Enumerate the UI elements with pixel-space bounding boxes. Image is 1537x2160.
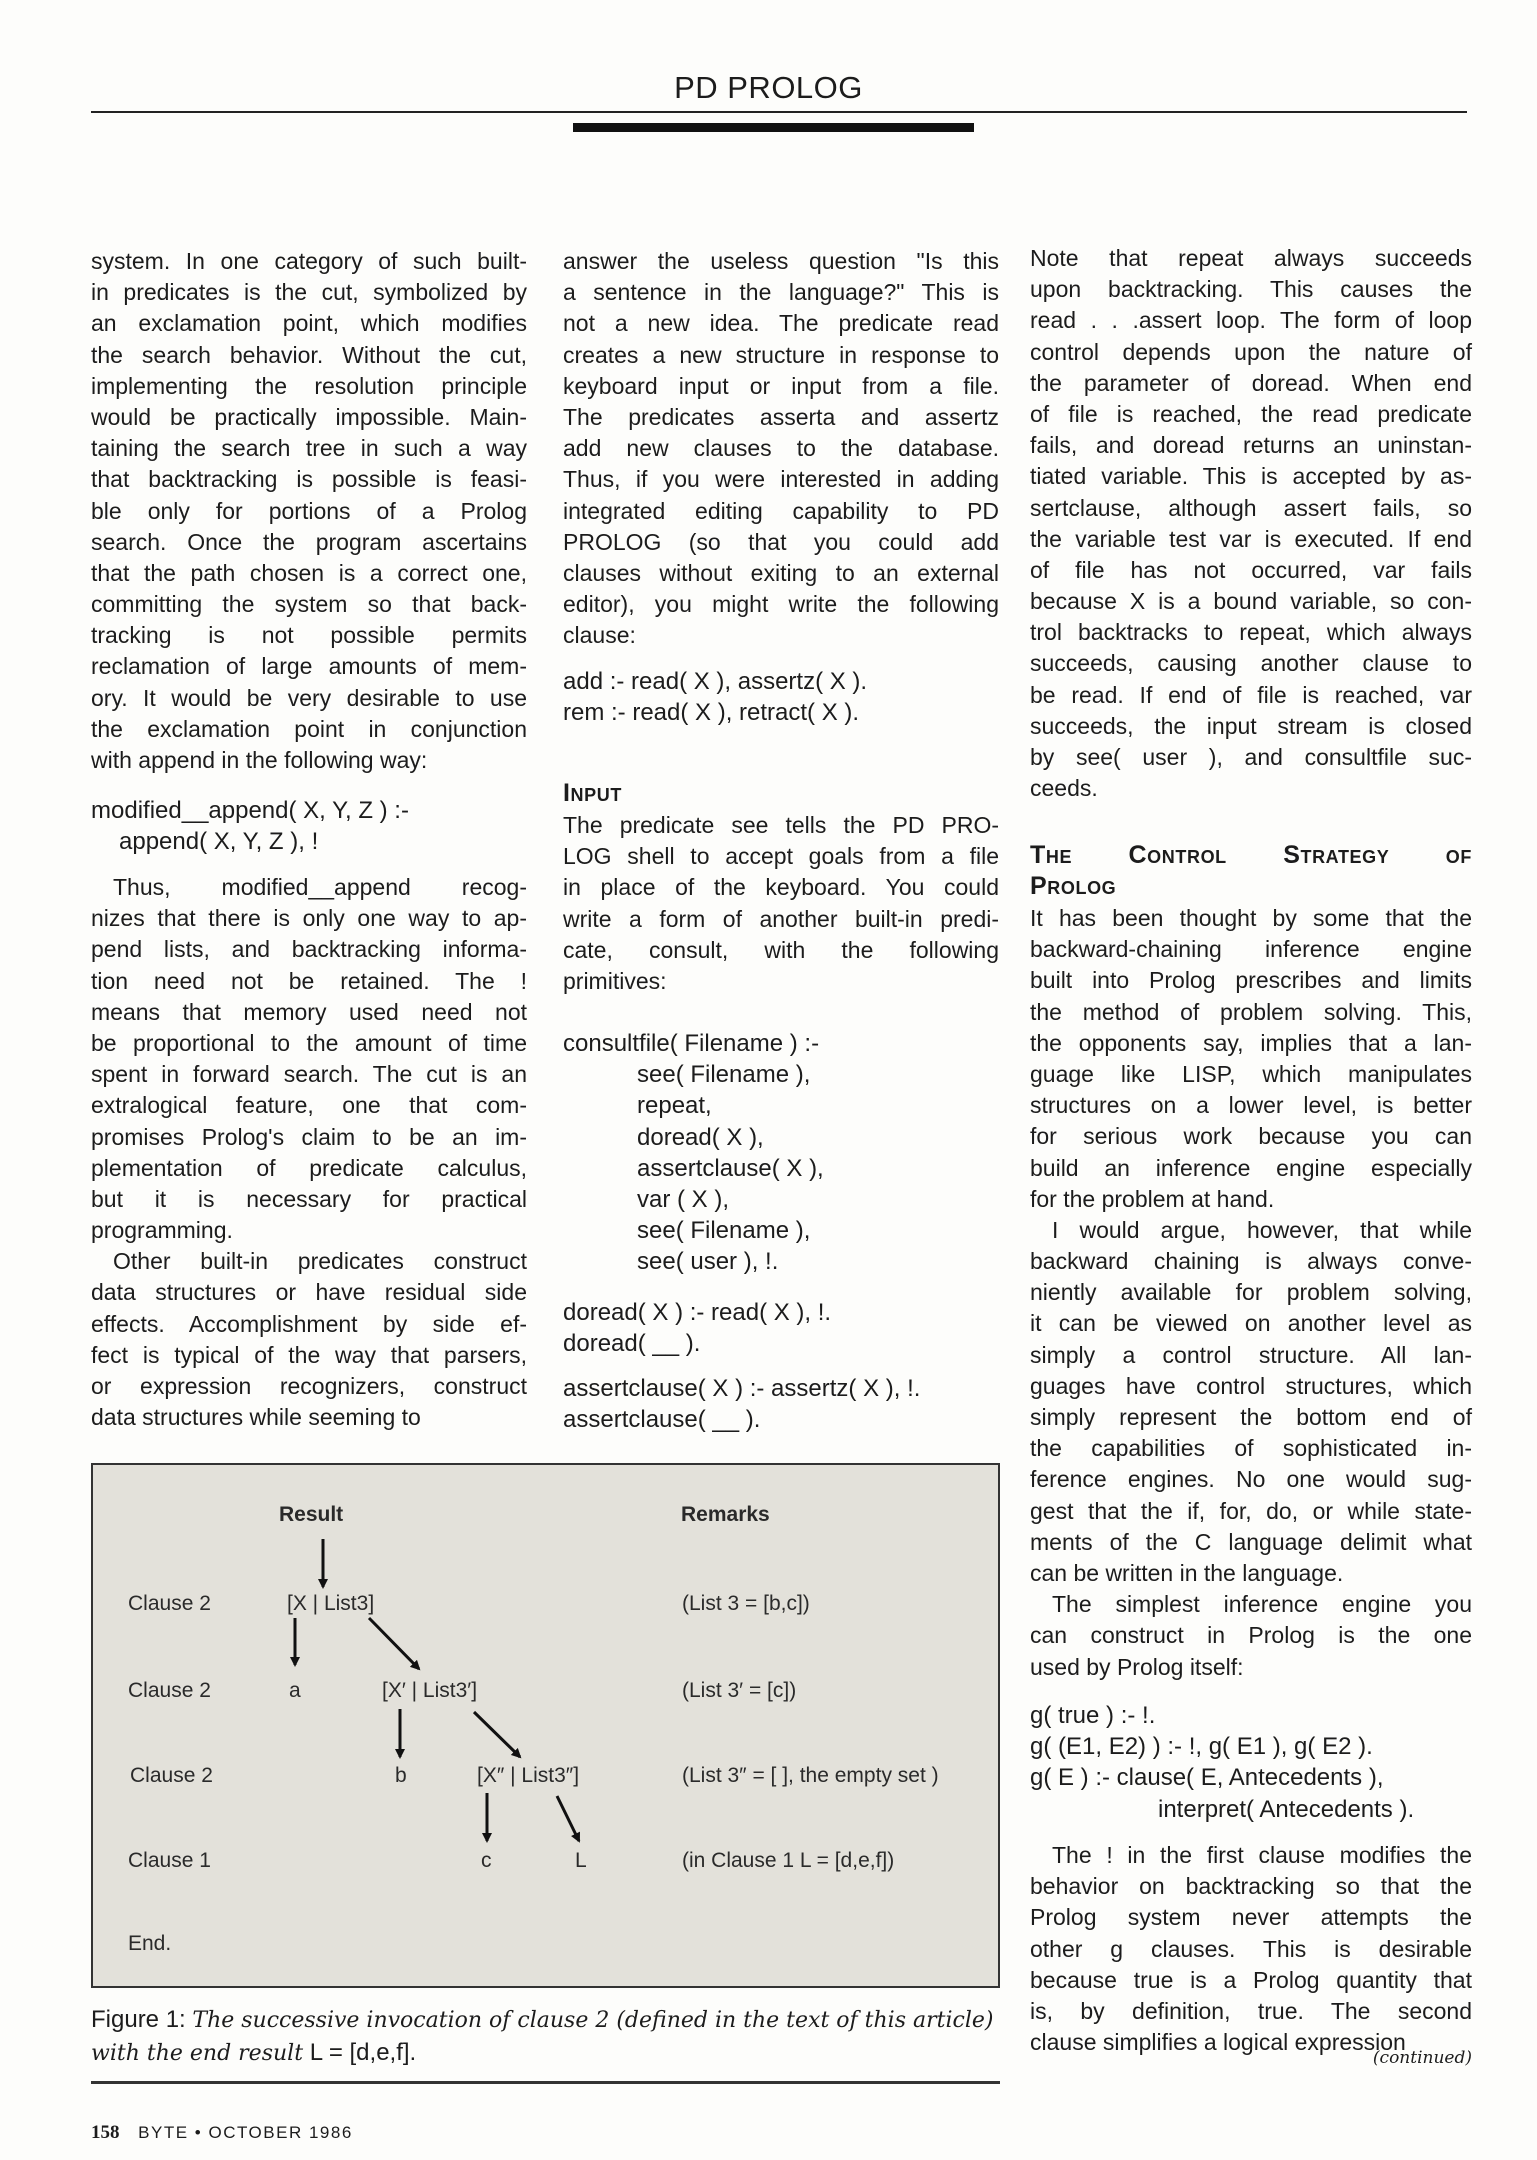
row-label: Clause 2 [128, 1592, 211, 1615]
text-line: be proportional to the amount of time [91, 1029, 527, 1056]
text-line: because X is a bound variable, so con- [1030, 588, 1472, 615]
text-line: extralogical feature, one that com- [91, 1092, 527, 1119]
text-line: Thus, if you were interested in adding [563, 466, 999, 493]
text-line: The predicate see tells the PD PRO- [563, 812, 999, 838]
code-assertclause [563, 1373, 999, 1435]
text-line: niently available for problem solving, [1030, 1279, 1472, 1306]
text-line: see( user ), !. [637, 1248, 779, 1276]
text-line: primitives: [563, 967, 667, 994]
text-line: other g clauses. This is desirable [1030, 1935, 1472, 1962]
text-line: guages have control structures, which [1030, 1372, 1472, 1399]
text-line: assertclause( X ), [637, 1154, 824, 1182]
paragraph [1030, 1589, 1472, 1683]
text-line: The ! in the first clause modifies the [1052, 1842, 1472, 1868]
header-rule [91, 111, 1467, 113]
text-line: implementing the resolution principle [91, 372, 527, 399]
code-consultfile [563, 1028, 999, 1278]
text-line: add :- read( X ), assertz( X ). [563, 668, 868, 695]
text-line: Thus, modified__append recog- [113, 874, 527, 900]
text-line: clause simplifies a logical expression [1030, 2029, 1406, 2056]
code-add-rem [563, 666, 999, 728]
text-line: in place of the keyboard. You could [563, 874, 999, 901]
continued-note: (continued) [1372, 2048, 1472, 2068]
text-line: but it is necessary for practical [91, 1185, 527, 1212]
text-line: plementation of predicate calculus, [91, 1154, 527, 1181]
text-line: creates a new structure in response to [563, 341, 999, 368]
text-line: doread( X ) :- read( X ), !. [563, 1299, 832, 1326]
text-line: can construct in Prolog is the one [1030, 1622, 1472, 1649]
arrows-layer [93, 1465, 1002, 1990]
text-line: used by Prolog itself: [1030, 1653, 1244, 1680]
text-line: behavior on backtracking so that the [1030, 1873, 1472, 1900]
text-line: cate, consult, with the following [563, 936, 999, 963]
node-a: a [289, 1679, 301, 1702]
text-line: editor), you might write the following [563, 591, 999, 618]
text-line: search. Once the program ascertains [91, 528, 527, 555]
node-x-prime-list3-prime: [X′ | List3′] [382, 1679, 478, 1702]
node-L: L [575, 1849, 587, 1872]
row-label: Clause 2 [130, 1764, 213, 1787]
text-line: with append in the following way: [91, 747, 428, 773]
code-modified-append [91, 795, 527, 857]
text-line: a sentence in the language?" This is [563, 279, 999, 306]
text-line: means that memory used need not [91, 998, 527, 1025]
text-line: tiated variable. This is accepted by as- [1030, 463, 1472, 490]
header-bar [573, 123, 974, 132]
text-line: write a form of another built-in predi- [563, 905, 999, 932]
text-line: can be written in the language. [1030, 1559, 1344, 1586]
figure-1-diagram [91, 1463, 1000, 1988]
arrow-diagonal [369, 1618, 419, 1669]
text-line: programming. [91, 1217, 233, 1244]
paragraph [91, 246, 527, 776]
page-number: 158 [91, 2122, 120, 2143]
text-line: interpret( Antecedents ). [1158, 1795, 1415, 1823]
text-line: the variable test var is executed. If end [1030, 525, 1472, 552]
text-line: the search behavior. Without the cut, [91, 341, 527, 368]
text-line: repeat, [637, 1092, 712, 1120]
text-line: LOG shell to accept goals from a file [563, 843, 999, 870]
text-line: for serious work because you can [1030, 1123, 1472, 1150]
text-line: PROLOG (so that you could add [563, 528, 999, 555]
text-line: data structures or have residual side [91, 1279, 527, 1306]
text-line: doread( __ ). [563, 1330, 701, 1358]
publication-info: BYTE • OCTOBER 1986 [138, 2123, 353, 2142]
row-label: Clause 1 [128, 1849, 211, 1872]
paragraph [1030, 1840, 1472, 2058]
text-line: rem :- read( X ), retract( X ). [563, 699, 860, 727]
text-line: that the path chosen is a correct one, [91, 559, 527, 586]
text-line: tracking is not possible permits [91, 622, 527, 649]
paragraph [91, 1246, 527, 1433]
text-line: The predicates asserta and assertz [563, 403, 999, 430]
text-line: add new clauses to the database. [563, 435, 999, 462]
text-line: I would argue, however, that while [1052, 1216, 1472, 1243]
text-line: ceeds. [1030, 775, 1098, 802]
node-x-list3: [X | List3] [287, 1592, 375, 1615]
text-line: structures on a lower level, is better [1030, 1092, 1472, 1119]
text-line: append( X, Y, Z ), ! [119, 828, 319, 856]
text-line: promises Prolog's claim to be an im- [91, 1123, 527, 1150]
text-line: tion need not be retained. The ! [91, 967, 527, 994]
caption-label: Figure 1: [91, 2006, 186, 2033]
text-line: ble only for portions of a Prolog [91, 497, 527, 524]
text-line: or expression recognizers, construct [91, 1373, 527, 1399]
text-line: gest that the if, for, do, or while state- [1030, 1497, 1472, 1524]
text-line: of file is reached, the read predicate [1030, 400, 1472, 427]
row-remark: (List 3″ = [ ], the empty set ) [682, 1764, 939, 1787]
text-line: system. In one category of such built- [91, 248, 527, 274]
text-line: backward chaining is always conve- [1030, 1248, 1472, 1275]
row-remark: (List 3 = [b,c]) [682, 1592, 810, 1615]
col3-para-2 [1030, 903, 1472, 1683]
text-line: for the problem at hand. [1030, 1185, 1275, 1212]
paragraph [1030, 1215, 1472, 1589]
text-line: Prolog [1030, 872, 1117, 901]
text-line: the capabilities of sophisticated in- [1030, 1435, 1472, 1462]
text-line: data structures while seeming to [91, 1404, 421, 1431]
paragraph [563, 246, 999, 651]
section-heading-input: Input [563, 779, 622, 807]
col2-para-1 [563, 246, 999, 651]
text-line: simply represent the bottom end of [1030, 1404, 1472, 1430]
text-line: answer the useless question "Is this [563, 248, 999, 274]
column-header-result: Result [279, 1503, 344, 1526]
text-line: the method of problem solving. This, [1030, 998, 1472, 1025]
paragraph [1030, 903, 1472, 1215]
row-label: End. [128, 1932, 172, 1955]
text-line: it can be viewed on another level as [1030, 1310, 1472, 1337]
text-line: backward-chaining inference engine [1030, 936, 1472, 963]
text-line: g( true ) :- !. [1030, 1702, 1156, 1729]
text-line: g( E ) :- clause( E, Antecedents ), [1030, 1764, 1384, 1792]
paragraph [1030, 243, 1472, 804]
text-line: fect is typical of the way that parsers, [91, 1341, 527, 1368]
node-c: c [481, 1849, 492, 1872]
text-line: be read. If end of file is reached, var [1030, 681, 1472, 708]
text-line: var ( X ), [637, 1185, 730, 1213]
text-line: taining the search tree in such a way [91, 435, 527, 462]
text-line: by see( user ), and consultfile suc- [1030, 744, 1472, 770]
text-line: not a new idea. The predicate read [563, 310, 999, 337]
text-line: succeeds, the input stream is closed [1030, 712, 1472, 739]
text-line: modified__append( X, Y, Z ) :- [91, 797, 409, 824]
text-line: The Control Strategy of [1030, 841, 1472, 869]
text-line: read . . .assert loop. The form of loop [1030, 307, 1472, 334]
caption-text: The successive invocation of clause 2 (defined in the text of this article) with the end result [91, 2008, 994, 2066]
text-line: see( Filename ), [637, 1061, 811, 1089]
text-line: It has been thought by some that the [1030, 905, 1472, 931]
text-line: Prolog system never attempts the [1030, 1904, 1472, 1931]
node-b: b [395, 1764, 407, 1787]
text-line: integrated editing capability to PD [563, 497, 999, 524]
text-line: of file has not occurred, var fails [1030, 556, 1472, 583]
code-inference-engine [1030, 1700, 1472, 1825]
text-line: doread( X ), [637, 1123, 764, 1151]
arrow-diagonal [557, 1796, 579, 1841]
text-line: spent in forward search. The cut is an [91, 1061, 527, 1088]
text-line: control depends upon the nature of [1030, 338, 1472, 365]
row-label: Clause 2 [128, 1679, 211, 1702]
text-line: simply a control structure. All lan- [1030, 1341, 1472, 1368]
text-line: ory. It would be very desirable to use [91, 684, 527, 711]
text-line: succeeds, causing another clause to [1030, 650, 1472, 677]
page-footer [91, 2122, 353, 2144]
footer-rule [91, 2081, 1000, 2084]
text-line: nizes that there is only one way to ap- [91, 905, 527, 932]
col2-para-2 [563, 810, 999, 997]
section-heading-control-strategy [1030, 840, 1472, 902]
column-header-remarks: Remarks [681, 1503, 770, 1526]
text-line: Note that repeat always succeeds [1030, 245, 1472, 271]
col1-para-1 [91, 246, 527, 776]
text-line: sertclause, although assert fails, so [1030, 494, 1472, 521]
node-x-dprime-list3-dprime: [X″ | List3″] [477, 1764, 580, 1787]
text-line: The simplest inference engine you [1052, 1591, 1472, 1618]
text-line: ference engines. No one would sug- [1030, 1466, 1472, 1493]
text-line: assertclause( X ) :- assertz( X ), !. [563, 1375, 921, 1402]
text-line: g( (E1, E2) ) :- !, g( E1 ), g( E2 ). [1030, 1733, 1373, 1761]
text-line: the exclamation point in conjunction [91, 715, 527, 742]
text-line: assertclause( __ ). [563, 1406, 761, 1434]
code-doread [563, 1297, 999, 1359]
text-line: trol backtracks to repeat, which always [1030, 619, 1472, 646]
text-line: because true is a Prolog quantity that [1030, 1966, 1472, 1993]
arrow-diagonal [474, 1712, 520, 1757]
text-line: ments of the C language delimit what [1030, 1528, 1472, 1555]
text-line: would be practically impossible. Main- [91, 403, 527, 430]
text-line: effects. Accomplishment by side ef- [91, 1310, 527, 1337]
text-line: the parameter of doread. When end [1030, 369, 1472, 396]
paragraph [563, 810, 999, 997]
text-line: an exclamation point, which modifies [91, 310, 527, 337]
text-line: upon backtracking. This causes the [1030, 276, 1472, 303]
text-line: pend lists, and backtracking informa- [91, 936, 527, 963]
text-line: Other built-in predicates construct [113, 1248, 527, 1275]
text-line: that backtracking is possible is feasi- [91, 466, 527, 493]
col1-para-2 [91, 872, 527, 1433]
figure-caption [91, 2004, 1000, 2070]
running-header: PD PROLOG [674, 70, 863, 105]
paragraph [91, 872, 527, 1246]
col3-para-1 [1030, 243, 1472, 804]
text-line: built into Prolog prescribes and limits [1030, 967, 1472, 994]
text-line: in predicates is the cut, symbolized by [91, 279, 527, 306]
text-line: fails, and doread returns an uninstan- [1030, 432, 1472, 459]
text-line: clause: [563, 622, 636, 649]
text-line: the opponents say, implies that a lan- [1030, 1029, 1472, 1056]
col3-para-3 [1030, 1840, 1472, 2058]
row-remark: (List 3′ = [c]) [682, 1679, 797, 1702]
text-line: consultfile( Filename ) :- [563, 1030, 820, 1057]
row-remark: (in Clause 1 L = [d,e,f]) [682, 1849, 895, 1872]
text-line: keyboard input or input from a file. [563, 372, 999, 399]
text-line: see( Filename ), [637, 1217, 811, 1245]
text-line: guage like LISP, which manipulates [1030, 1060, 1472, 1087]
text-line: committing the system so that back- [91, 591, 527, 618]
text-line: is, by definition, true. The second [1030, 1997, 1472, 2024]
caption-formula: L = [d,e,f]. [309, 2039, 417, 2066]
text-line: reclamation of large amounts of mem- [91, 653, 527, 680]
text-line: build an inference engine especially [1030, 1154, 1472, 1181]
text-line: clauses without exiting to an external [563, 559, 999, 586]
